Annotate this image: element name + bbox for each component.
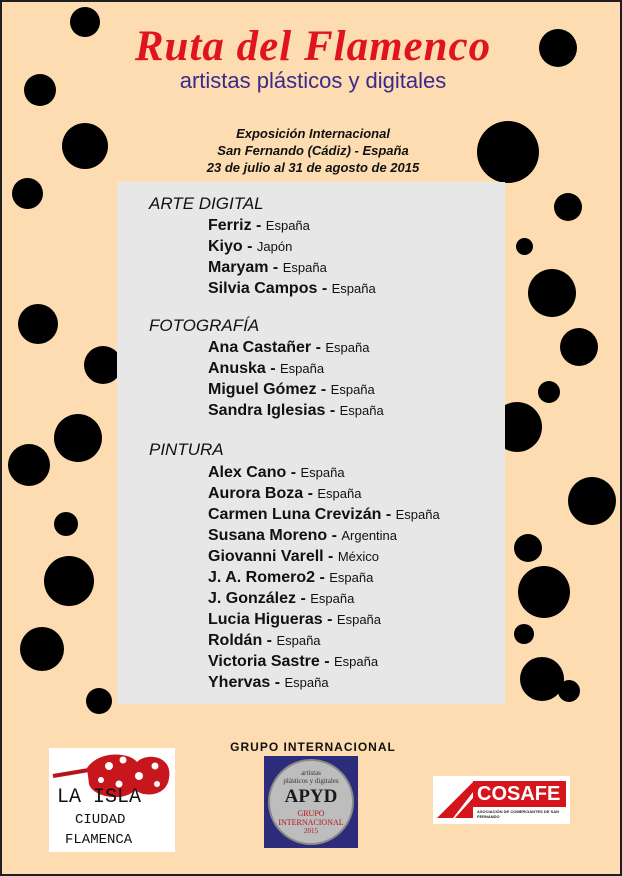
- artist-separator: -: [322, 611, 337, 628]
- artist-entry: [208, 506, 440, 524]
- artist-name: Ana Castañer: [208, 339, 312, 356]
- artist-separator: -: [296, 590, 311, 607]
- apyd-logo-main: APYD: [284, 786, 338, 807]
- artist-entry: [208, 590, 354, 608]
- artist-country: Argentina: [341, 528, 398, 543]
- artist-separator: -: [242, 238, 257, 255]
- artist-country: España: [310, 591, 355, 606]
- artist-separator: -: [315, 569, 330, 586]
- artist-separator: -: [325, 402, 340, 419]
- artist-entry: [208, 339, 369, 357]
- artist-separator: -: [327, 527, 342, 544]
- artist-name: Lucia Higueras: [208, 611, 323, 628]
- artist-name: Carmen Luna Crevizán: [208, 506, 382, 523]
- apyd-logo-year: 2015: [304, 827, 318, 835]
- artist-list-panel: [117, 182, 505, 704]
- artist-country: España: [282, 260, 327, 275]
- cosafe-logo-tagline: ASOCIACIÓN DE COMERCIANTES DE SAN FERNANDO: [477, 809, 560, 819]
- polka-dot: [520, 657, 564, 701]
- artist-entry: [208, 674, 329, 692]
- polka-dot: [554, 193, 582, 221]
- artist-entry: [208, 569, 373, 587]
- artist-entry: [208, 381, 375, 399]
- artist-entry: [208, 217, 310, 235]
- poster-subtitle: artistas plásticos y digitales: [179, 68, 447, 93]
- polka-dot: [514, 534, 542, 562]
- artist-name: Sandra Iglesias: [208, 402, 326, 419]
- artist-country: Japón: [256, 239, 293, 254]
- polka-dot: [18, 304, 58, 344]
- artist-entry: [208, 548, 379, 566]
- artist-name: Victoria Sastre: [208, 653, 320, 670]
- artist-country: México: [337, 549, 380, 564]
- artist-name: Yhervas: [208, 674, 271, 691]
- la-isla-logo-text: FLAMENCA: [65, 832, 133, 848]
- artist-separator: -: [268, 259, 283, 276]
- artist-separator: -: [316, 381, 331, 398]
- polka-dot: [12, 178, 43, 209]
- artist-entry: [208, 527, 397, 545]
- artist-name: Giovanni Varell: [208, 548, 324, 565]
- polka-dot: [568, 477, 616, 525]
- artist-name: Miguel Gómez: [208, 381, 317, 398]
- la-isla-logo: [49, 748, 175, 852]
- artist-separator: -: [319, 653, 334, 670]
- event-location: San Fernando (Cádiz) - España: [217, 143, 409, 158]
- polka-dot: [20, 627, 64, 671]
- artist-separator: -: [265, 360, 281, 377]
- artist-country: España: [276, 633, 321, 648]
- artist-entry: [208, 653, 378, 671]
- polka-dot: [86, 688, 112, 714]
- group-label: GRUPO INTERNACIONAL: [230, 740, 396, 754]
- apyd-logo-text: artistas: [301, 769, 321, 777]
- polka-dot: [528, 269, 576, 317]
- la-isla-logo-text: CIUDAD: [75, 812, 126, 828]
- artist-separator: -: [270, 674, 285, 691]
- artist-name: J. González: [208, 590, 297, 607]
- artist-country: España: [300, 465, 345, 480]
- artist-separator: -: [262, 632, 277, 649]
- artist-separator: -: [311, 339, 326, 356]
- artist-country: España: [284, 675, 329, 690]
- artist-country: España: [339, 403, 384, 418]
- artist-entry: [208, 259, 327, 277]
- event-dates: 23 de julio al 31 de agosto de 2015: [206, 160, 420, 175]
- artist-separator: -: [317, 280, 332, 297]
- artist-name: Susana Moreno: [208, 527, 328, 544]
- apyd-logo: [264, 756, 358, 848]
- artist-name: Aurora Boza: [208, 485, 304, 502]
- artist-separator: -: [323, 548, 338, 565]
- artist-country: España: [336, 612, 382, 627]
- polka-dot: [560, 328, 598, 366]
- artist-entry: [208, 611, 381, 629]
- artist-name: Ferriz: [208, 217, 252, 234]
- artist-entry: [208, 280, 376, 298]
- artist-country: España: [330, 382, 375, 397]
- artist-entry: [208, 238, 292, 256]
- polka-dot: [54, 512, 78, 536]
- poster-title: Ruta del Flamenco: [134, 23, 492, 70]
- artist-country: España: [329, 570, 374, 585]
- section-title-pintura: PINTURA: [149, 440, 224, 459]
- apyd-logo-text: plásticos y digitales: [283, 777, 339, 785]
- apyd-logo-text: GRUPO: [297, 809, 325, 818]
- artist-name: Silvia Campos: [208, 280, 318, 297]
- polka-dot: [518, 566, 570, 618]
- artist-entry: [208, 485, 361, 503]
- artist-country: España: [280, 361, 325, 376]
- artist-separator: -: [251, 217, 266, 234]
- artist-entry: [208, 632, 321, 650]
- section-title-arte-digital: ARTE DIGITAL: [149, 194, 264, 213]
- polka-dot: [8, 444, 50, 486]
- artist-name: Anuska: [208, 360, 266, 377]
- apyd-logo-text: INTERNACIONAL: [278, 818, 344, 827]
- artist-separator: -: [303, 485, 318, 502]
- event-name: Exposición Internacional: [236, 126, 390, 141]
- polka-dot: [558, 680, 580, 702]
- artist-country: España: [325, 340, 370, 355]
- artist-separator: -: [381, 506, 396, 523]
- polka-dot: [54, 414, 102, 462]
- cosafe-logo: [433, 776, 570, 824]
- artist-entry: [208, 402, 384, 420]
- polka-dot: [514, 624, 534, 644]
- artist-separator: -: [286, 464, 301, 481]
- cosafe-logo-name: COSAFE: [477, 783, 561, 805]
- artist-entry: [208, 360, 324, 378]
- artist-name: Alex Cano: [208, 464, 287, 481]
- artist-name: Maryam: [208, 259, 269, 276]
- artist-country: España: [317, 486, 362, 501]
- section-title-fotografia: FOTOGRAFÍA: [149, 316, 260, 335]
- artist-country: España: [331, 281, 376, 296]
- artist-country: España: [333, 654, 379, 669]
- artist-name: Kiyo: [208, 238, 243, 255]
- la-isla-logo-text: LA ISLA: [57, 786, 142, 809]
- polka-dot: [44, 556, 94, 606]
- polka-dot: [516, 238, 533, 255]
- artist-entry: [208, 464, 345, 482]
- artist-name: J. A. Romero2: [208, 569, 315, 586]
- polka-dot: [538, 381, 560, 403]
- artist-country: España: [395, 507, 440, 522]
- artist-name: Roldán: [208, 632, 263, 649]
- artist-country: España: [265, 218, 310, 233]
